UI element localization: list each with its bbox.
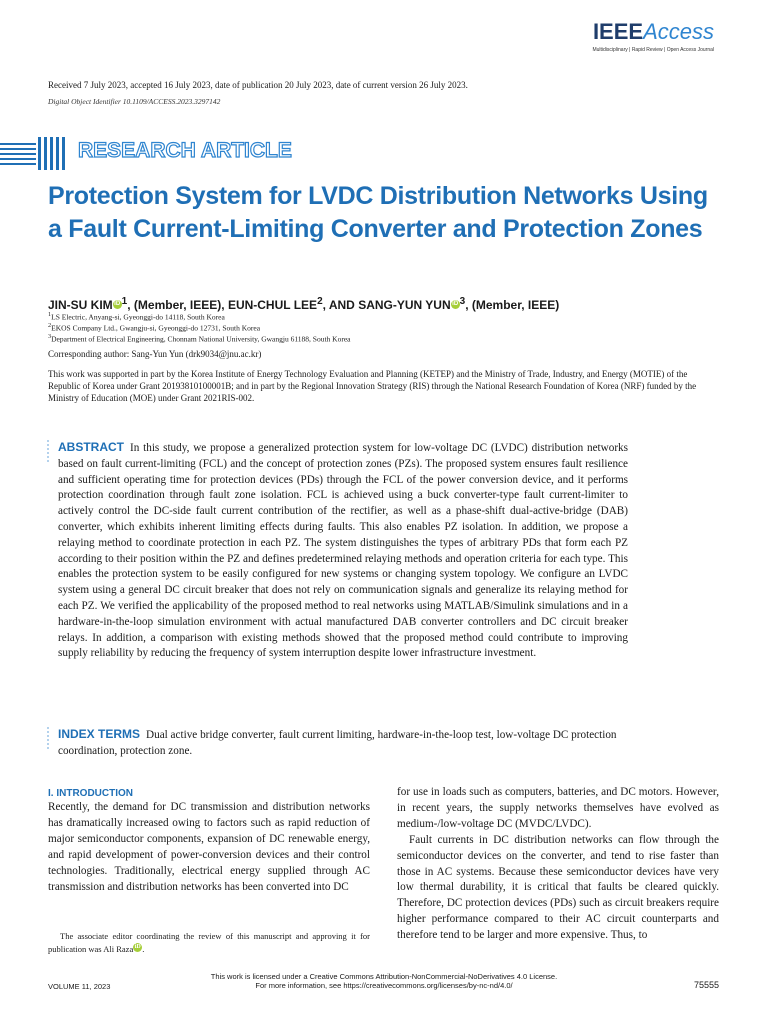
journal-name-bold: IEEE — [592, 19, 644, 44]
page-number: 75555 — [693, 980, 719, 990]
received-dates: Received 7 July 2023, accepted 16 July 2023, date of publication 20 July 2023, date of current version 26 July 2023. — [48, 80, 468, 90]
body-column-left: Recently, the demand for DC transmission and distribution networks has dramatically increased owing to factors such as rapid reduction of major semiconductor components, expansion of DC renewable energy, and rapid development of power-conversion devices and their control technologies. Traditionally, electrical energy supplied through AC transmission and distribution networks has been converted into DC — [48, 801, 370, 893]
index-terms-marker — [47, 727, 50, 751]
affiliation — [48, 311, 225, 322]
journal-name-italic: Access — [643, 19, 714, 44]
index-terms-label: INDEX TERMS — [58, 727, 141, 741]
corresponding-author: Corresponding author: Sang-Yun Yun (drk9034@jnu.ac.kr) — [48, 349, 262, 359]
author-suffix: , AND — [322, 298, 359, 312]
article-type-label: RESEARCH ARTICLE — [78, 139, 292, 162]
author-name: JIN-SU KIM — [48, 298, 113, 312]
journal-logo — [554, 20, 714, 53]
author-name: SANG-YUN YUN — [358, 298, 451, 312]
index-terms-text: Dual active bridge converter, fault current limiting, hardware-in-the-loop test, low-voltage DC protection coordination, protection zone. — [58, 729, 617, 757]
affiliation-mark: 1 — [48, 311, 52, 318]
editor-footnote: The associate editor coordinating the review of this manuscript and approving it for publication was Ali Raza iD . — [48, 931, 370, 954]
orcid-icon[interactable]: iD — [452, 301, 459, 307]
author-affiliation-mark: 1 — [121, 296, 128, 307]
license-link[interactable]: For more information, see https://creativecommons.org/licenses/by-nc-nd/4.0/ — [255, 981, 513, 990]
abstract — [58, 440, 628, 662]
funding-statement: This work was supported in part by the Korea Institute of Energy Technology Evaluation and Planning (KETEP) and the Ministry of Trade, Industry, and Energy (MOTIE) of the Republic of Korea under Grant 20193810100001B; and in part by the Regional Innovation Strategy (RIS) through the National Research Foundation of Korea (NRF) funded by the Ministry of Education (MOE) under Grant 2021RIS-002. — [48, 369, 697, 403]
author-affiliation-mark: 3 — [459, 296, 466, 307]
paragraph: for use in loads such as computers, batteries, and DC motors. However, in recent years, the supply networks themselves have evolved as medium-/low-voltage DC (MVDC/LVDC). — [397, 786, 719, 830]
license-notice — [0, 972, 768, 990]
affiliation-mark: 3 — [48, 333, 52, 340]
affiliation — [48, 333, 351, 344]
paragraph: Fault currents in DC distribution networks can flow through the semiconductor devices on the converter, and tend to rise faster than those in AC systems. Because these semiconductor devices have very low thermal durability, it is critical that faults be cleared quickly. Therefore, DC protection devices (PDs) such as circuit breakers require higher performance compared to their AC circuit counterparts and therefore tend to be larger and more expensive. Thus, to — [397, 833, 719, 942]
journal-tagline: Multidisciplinary | Rapid Review | Open Access Journal — [592, 47, 714, 53]
author-suffix: , (Member, IEEE), — [127, 298, 228, 312]
license-line: This work is licensed under a Creative Commons Attribution-NonCommercial-NoDerivatives 4.0 License. — [210, 972, 558, 981]
abstract-text: In this study, we propose a generalized protection system for low-voltage DC (LVDC) distribution networks based on fault current-limiting (FCL) and the concept of protection zones (PZs). The proposed system ensures fault resilience and sufficient operating time for protection devices (PDs) through the FCL of the power conversion device, and it performs protection coordination through fault zone isolation. FCL is achieved using a buck converter-type fault current-limiter to actively control the DC-side fault current contribution of the rectifier, as well as a phase-shift dual-active-bridge (DAB) converter, which exhibits inherent limiting effects during faults. This also enables PZ isolation. In addition, we propose a relaying method to coordinate protection in each PZ. The system distinguishes the types of arbitrary PDs that form each PZ according to their position within the PZ and defines predetermined relaying methods and operation criteria for each type. This enables the protection system to be easily configured for new systems or changing system topology. We configure an LVDC system using a general DC circuit breaker that does not rely on communication signals and generalize its relaying method for each PZ. We verified the applicability of the proposed method to real networks using MATLAB/Simulink simulations and in a hardware-in-the-loop simulation environment with actual manufactured DAB converter controllers and DC circuit breaker relays. In addition, a comparison with existing methods showed that the proposed method could contribute to improving supply reliability by reducing the frequency of system interruption despite lower infrastructure investment. — [58, 442, 628, 660]
index-terms — [58, 727, 628, 760]
author-affiliation-mark: 2 — [317, 296, 323, 307]
volume-label: VOLUME 11, 2023 — [48, 982, 111, 991]
affiliation-text: LS Electric, Anyang-si, Gyeonggi-do 14118, South Korea — [51, 312, 225, 322]
affiliation-text: Department of Electrical Engineering, Chonnam National University, Gwangju 61188, South Korea — [51, 334, 351, 344]
orcid-icon[interactable]: iD — [134, 944, 141, 950]
author-suffix: , (Member, IEEE) — [465, 298, 560, 312]
abstract-label: ABSTRACT — [58, 440, 124, 454]
doi-line: Digital Object Identifier 10.1109/ACCESS.2023.3297142 — [48, 97, 221, 106]
author-list — [48, 296, 559, 312]
section-heading: I. INTRODUCTION — [48, 788, 133, 799]
article-type-decoration — [0, 137, 64, 170]
abstract-marker — [47, 440, 50, 464]
paper-title: Protection System for LVDC Distribution Networks Using a Fault Current-Limiting Converter and Protection Zones — [48, 182, 708, 243]
author-name: EUN-CHUL LEE — [227, 298, 318, 312]
affiliation — [48, 322, 260, 333]
footnote-text: The associate editor coordinating the review of this manuscript and approving it for publication was Ali Raza — [48, 931, 370, 954]
affiliation-text: EKOS Company Ltd., Gwangju-si, Gyeonggi-do 12731, South Korea — [51, 323, 261, 333]
orcid-icon[interactable]: iD — [114, 301, 121, 307]
body-column-right — [397, 785, 719, 944]
affiliation-mark: 2 — [48, 322, 52, 329]
